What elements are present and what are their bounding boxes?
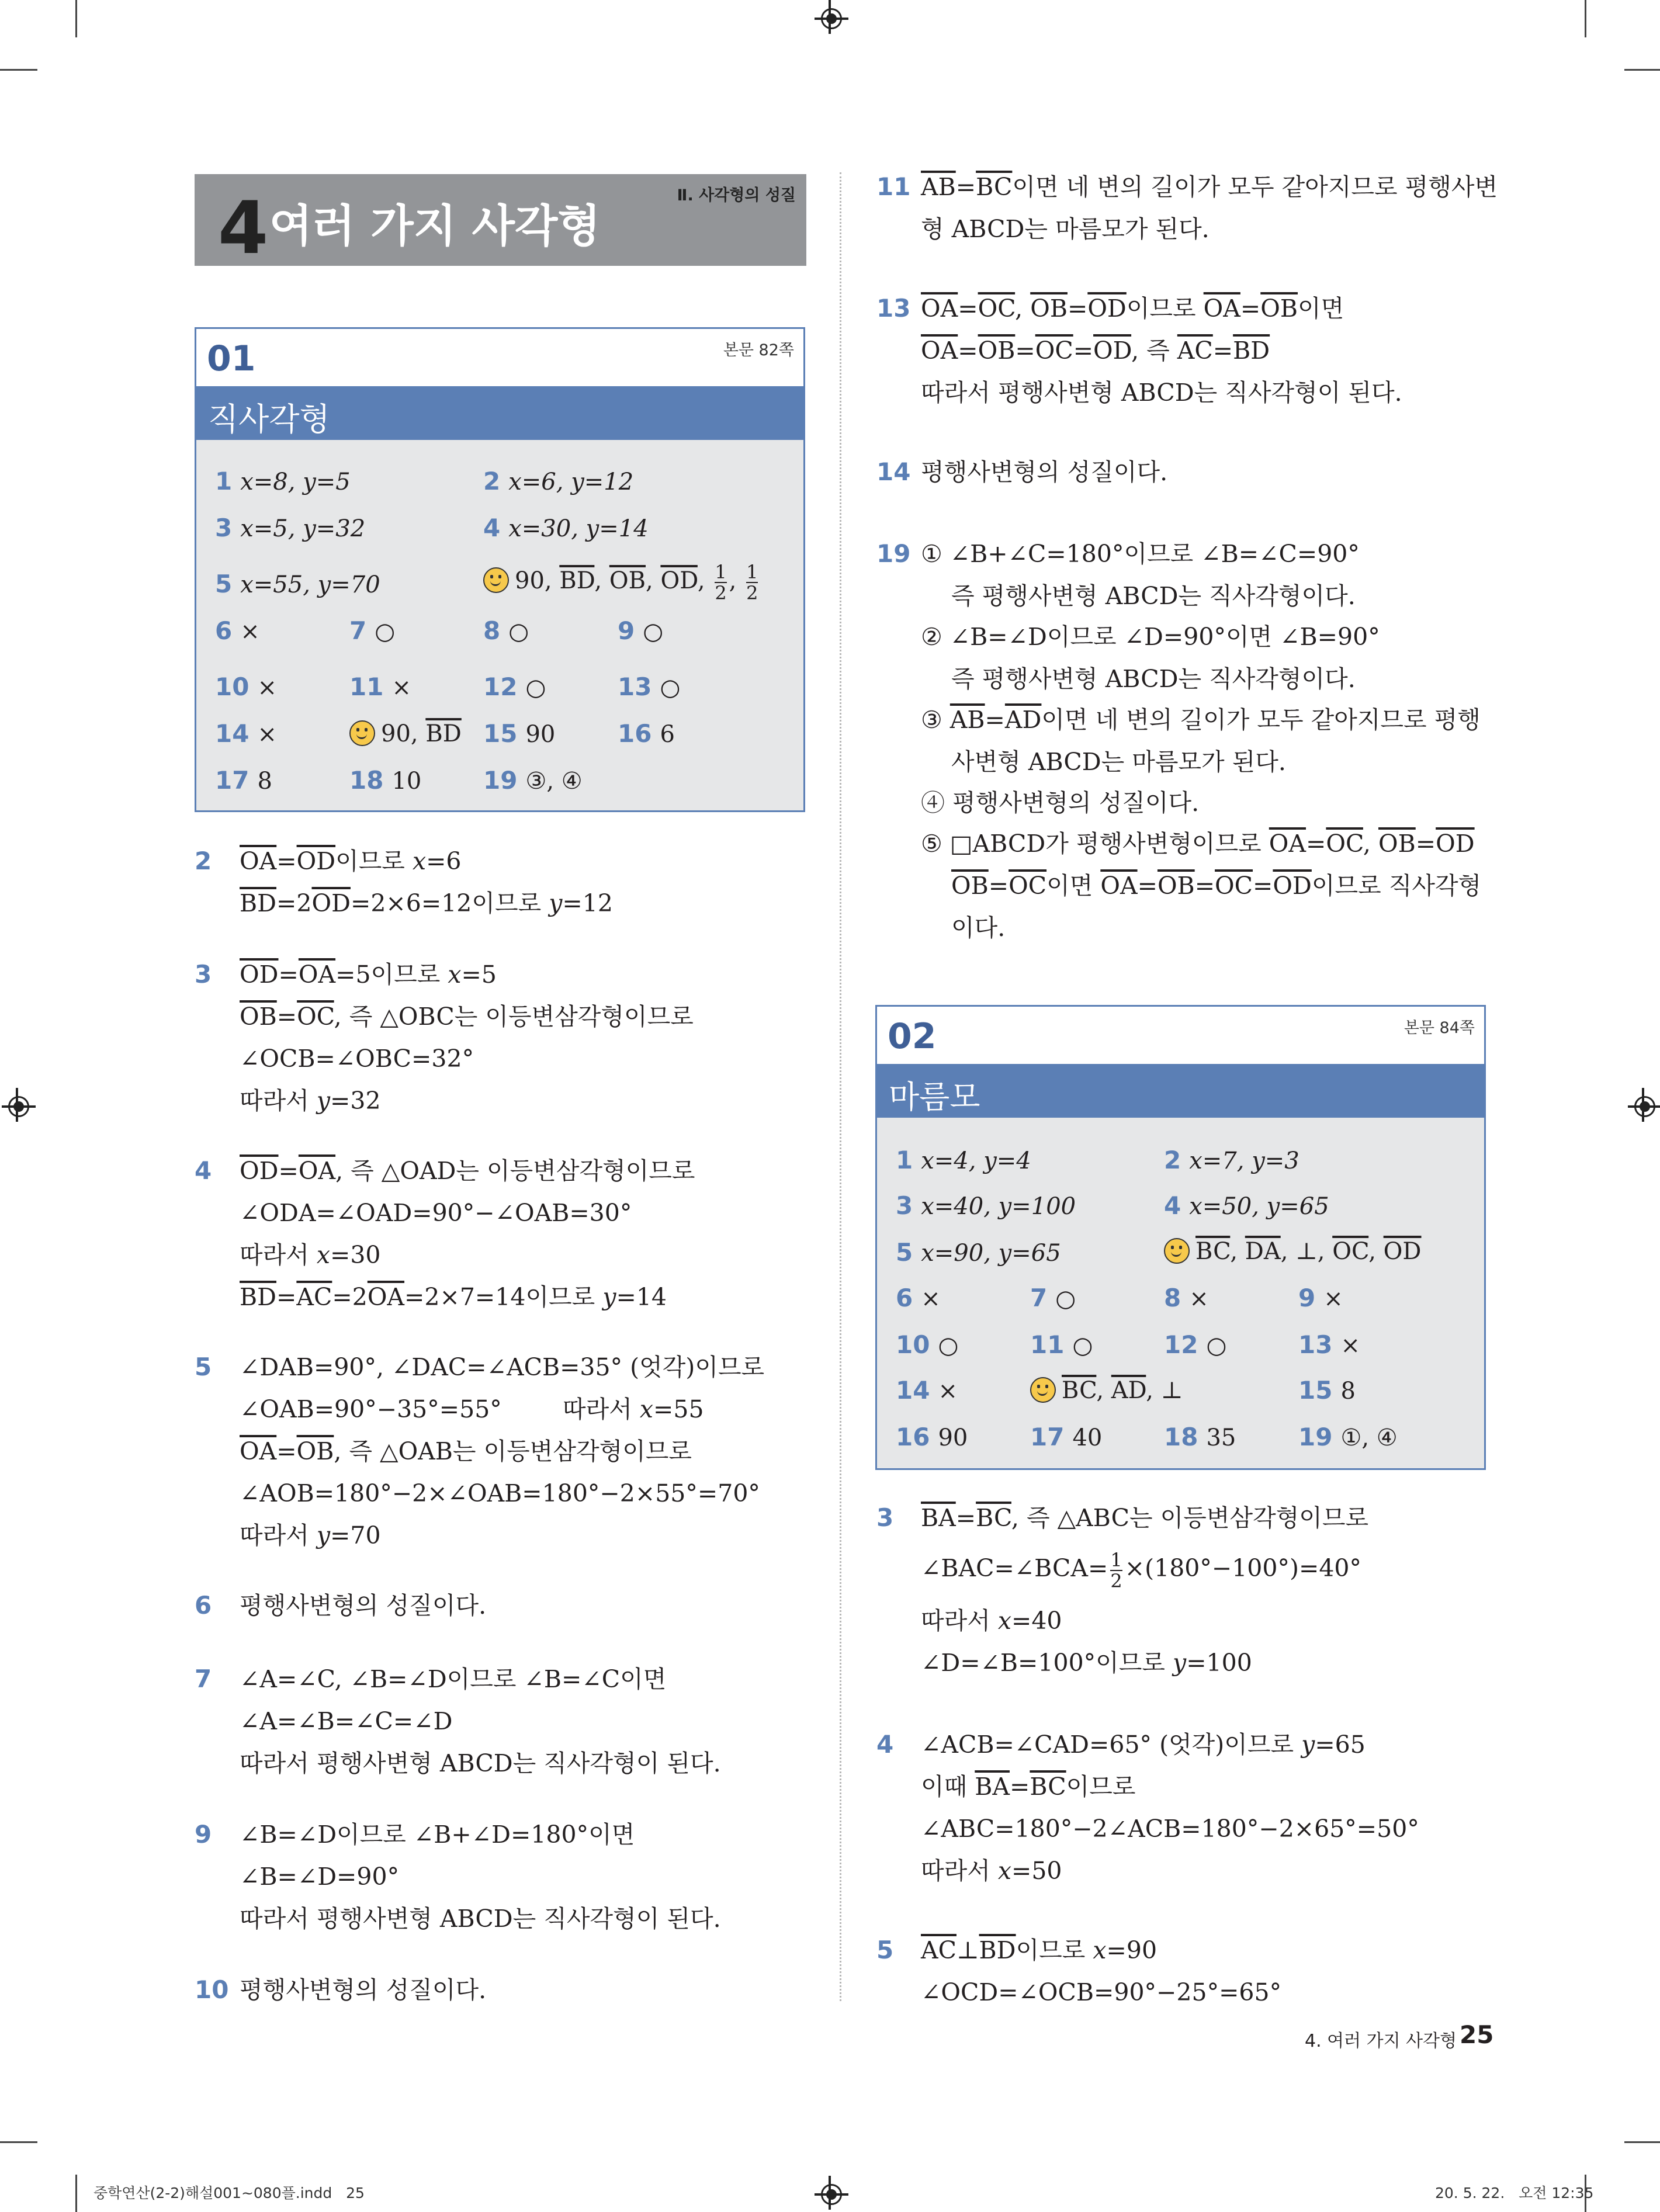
solution-line: ∠B=∠D이므로 ∠B+∠D=180°이면 bbox=[240, 1821, 635, 1849]
solution-line: 따라서 x=50 bbox=[921, 1857, 1062, 1885]
solution-line: 평행사변형의 성질이다. bbox=[240, 1976, 487, 2004]
solution-line: $\overline{OA}=\overline{OD}$이므로 x=6 bbox=[240, 847, 462, 875]
solution-line: $\overline{BD}=2\overline{OD}=2\times 6=12$이므로 y=12 bbox=[240, 889, 613, 917]
answer-item: 13 × bbox=[1298, 1330, 1360, 1359]
crop-mark bbox=[1624, 69, 1660, 71]
crop-mark bbox=[0, 2141, 37, 2143]
solution-line: ∠AOB=180°−2×∠OAB=180°−2×55°=70° bbox=[240, 1479, 760, 1507]
solution-number: 19 bbox=[876, 539, 911, 568]
registration-mark-icon bbox=[1642, 1088, 1644, 1122]
section-number: 01 bbox=[207, 338, 256, 379]
answer-item: 6 × bbox=[215, 616, 260, 645]
solution-line: 따라서 평행사변형 ABCD는 직사각형이 된다. bbox=[240, 1905, 721, 1933]
solution-line: ∠OAB=90°−35°=55° 따라서 x=55 bbox=[240, 1395, 704, 1423]
file-info: 중학연산(2-2)해설001~080플.indd 25 bbox=[93, 2185, 365, 2201]
registration-mark-icon bbox=[829, 0, 831, 34]
answer-item: 18 35 bbox=[1164, 1423, 1236, 1451]
solution-line: $\overline{OB}=\overline{OC}$, 즉 △OBC는 이등변삼각형이므로 bbox=[240, 1003, 694, 1031]
solution-line: $\overline{AB}=\overline{BC}$이면 네 변의 길이가 모두 같아지므로 평행사변 bbox=[921, 173, 1498, 201]
solution-line: 따라서 y=70 bbox=[240, 1521, 381, 1549]
answer-item: 8 × bbox=[1164, 1284, 1209, 1312]
answer-item: 19 ③, ④ bbox=[483, 766, 583, 795]
solution-line: ④ 평행사변형의 성질이다. bbox=[921, 789, 1200, 817]
answer-item: 90, $\overline{BD}$ bbox=[349, 716, 462, 751]
solution-line: ∠ABC=180°−2∠ACB=180°−2×65°=50° bbox=[921, 1815, 1419, 1843]
solution-line: ∠A=∠B=∠C=∠D bbox=[240, 1707, 453, 1735]
answer-item: 5 x=55, y=70 bbox=[215, 570, 380, 598]
section-title: 직사각형 bbox=[208, 401, 330, 438]
answer-item: 90, $\overline{BD}$, $\overline{OB}$, $\overline{OD}$, $\frac{1}{2}$ , $\frac{1}{2}$ bbox=[483, 562, 760, 603]
answer-item: 1 x=4, y=4 bbox=[896, 1146, 1031, 1174]
chapter-number: 4 bbox=[218, 186, 269, 271]
answer-item: 1 x=8, y=5 bbox=[215, 467, 351, 495]
chapter-header bbox=[195, 174, 806, 271]
answer-item: 9 × bbox=[1298, 1284, 1343, 1312]
registration-mark-icon bbox=[16, 1088, 18, 1122]
solution-number: 11 bbox=[876, 172, 911, 201]
solution-line: 평행사변형의 성질이다. bbox=[921, 458, 1168, 486]
answer-item: $\overline{BC}$, $\overline{AD}$, ⊥ bbox=[1030, 1373, 1183, 1408]
section-number: 02 bbox=[888, 1016, 937, 1057]
footer-chapter: 4. 여러 가지 사각형 bbox=[1305, 2031, 1457, 2051]
solution-number: 7 bbox=[195, 1665, 212, 1693]
solution-line: 따라서 x=40 bbox=[921, 1607, 1062, 1635]
answer-item: 13 ○ bbox=[618, 672, 681, 701]
section-header bbox=[196, 329, 803, 386]
solution-line: $\overline{OB}=\overline{OC}$이면 $\overline{OA}=\overline{OB}=\overline{OC}=\overline{OD}$이므로 직사각형 bbox=[951, 872, 1482, 900]
solution-line: ∠DAB=90°, ∠DAC=∠ACB=35° (엇각)이므로 bbox=[240, 1353, 765, 1381]
solution-line: 따라서 평행사변형 ABCD는 직사각형이 된다. bbox=[921, 379, 1402, 407]
answer-item: 17 40 bbox=[1030, 1423, 1103, 1451]
solution-line: 따라서 y=32 bbox=[240, 1087, 381, 1115]
answer-item: 19 ①, ④ bbox=[1298, 1423, 1398, 1451]
solution-number: 13 bbox=[876, 294, 911, 323]
column-divider bbox=[840, 172, 841, 2001]
solution-line: ∠B=∠D=90° bbox=[240, 1863, 400, 1891]
solution-line: ③ $\overline{AB}=\overline{AD}$이면 네 변의 길이가 모두 같아지므로 평행 bbox=[921, 706, 1481, 734]
section-page-ref: 본문 84쪽 bbox=[1403, 1019, 1475, 1037]
solution-line: ∠D=∠B=100°이므로 y=100 bbox=[921, 1649, 1252, 1677]
crop-mark bbox=[1624, 2141, 1660, 2143]
answer-item: 7 ○ bbox=[1030, 1284, 1076, 1312]
answer-item: 16 6 bbox=[618, 719, 675, 748]
crop-mark bbox=[75, 2175, 77, 2212]
solution-number: 4 bbox=[876, 1730, 894, 1759]
solution-line: $\overline{OD}=\overline{OA}=5$이므로 x=5 bbox=[240, 961, 497, 989]
answer-item: 14 × bbox=[215, 719, 277, 748]
solution-line: $\overline{AC}\perp\overline{BD}$이므로 x=90 bbox=[921, 1936, 1158, 1964]
solution-number: 5 bbox=[876, 1936, 894, 1964]
solution-line: $\overline{OA}=\overline{OB}=\overline{OC}=\overline{OD}$, 즉 $\overline{AC}=\overline{BD}$ bbox=[921, 337, 1270, 365]
solution-number: 3 bbox=[876, 1503, 894, 1532]
answer-item: 3 x=5, y=32 bbox=[215, 514, 366, 542]
section-title-bar bbox=[196, 386, 803, 440]
answer-item: 17 8 bbox=[215, 766, 272, 795]
registration-mark-icon bbox=[821, 2184, 842, 2205]
crop-mark bbox=[75, 0, 77, 37]
answer-item: 18 10 bbox=[349, 766, 422, 795]
answer-item: 5 x=90, y=65 bbox=[896, 1238, 1061, 1267]
answer-item: 12 ○ bbox=[1164, 1330, 1227, 1359]
section-title: 마름모 bbox=[889, 1079, 980, 1115]
registration-mark-icon bbox=[821, 8, 842, 29]
answer-item: 15 90 bbox=[483, 719, 556, 748]
solution-line: 사변형 ABCD는 마름모가 된다. bbox=[951, 748, 1286, 776]
crop-mark bbox=[1585, 0, 1586, 37]
answer-item: 10 × bbox=[215, 672, 277, 701]
solution-line: 이다. bbox=[951, 914, 1006, 942]
solution-line: $\overline{OA}=\overline{OC}$, $\overline{OB}=\overline{OD}$이므로 $\overline{OA}=\overline{OB}$이면 bbox=[921, 294, 1344, 323]
answer-item: 8 ○ bbox=[483, 616, 529, 645]
answer-item: 9 ○ bbox=[618, 616, 664, 645]
answer-item: 16 90 bbox=[896, 1423, 968, 1451]
registration-mark-icon bbox=[829, 2176, 831, 2210]
section-page-ref: 본문 82쪽 bbox=[723, 341, 794, 359]
answer-item: 14 × bbox=[896, 1376, 958, 1405]
print-date: 20. 5. 22. 오전 12:35 bbox=[1435, 2185, 1594, 2201]
answer-item: 4 x=50, y=65 bbox=[1164, 1191, 1329, 1220]
solution-line: ∠ACB=∠CAD=65° (엇각)이므로 y=65 bbox=[921, 1731, 1366, 1759]
solution-line: ∠ODA=∠OAD=90°−∠OAB=30° bbox=[240, 1199, 632, 1227]
solution-line: ⑤ □ABCD가 평행사변형이므로 $\overline{OA}=\overline{OC}$, $\overline{OB}=\overline{OD}$ bbox=[921, 830, 1475, 858]
smiley-icon bbox=[349, 720, 375, 746]
solution-number: 5 bbox=[195, 1353, 212, 1381]
solution-number: 9 bbox=[195, 1820, 212, 1849]
answer-item: 15 8 bbox=[1298, 1376, 1356, 1405]
solution-line: 이때 $\overline{BA}=\overline{BC}$이므로 bbox=[921, 1773, 1136, 1801]
solution-line: ① ∠B+∠C=180°이므로 ∠B=∠C=90° bbox=[921, 540, 1360, 568]
answer-item: $\overline{BC}$, $\overline{DA}$, ⊥, $\overline{OC}$, $\overline{OD}$ bbox=[1164, 1234, 1422, 1269]
chapter-title: 여러 가지 사각형 bbox=[269, 200, 601, 252]
solution-line: 평행사변형의 성질이다. bbox=[240, 1592, 487, 1620]
solution-line: 즉 평행사변형 ABCD는 직사각형이다. bbox=[951, 582, 1356, 610]
solution-line: 따라서 평행사변형 ABCD는 직사각형이 된다. bbox=[240, 1749, 721, 1777]
answer-item: 2 x=6, y=12 bbox=[483, 467, 634, 495]
solution-line: $\overline{BD}=\overline{AC}=2\overline{OA}=2\times 7=14$이므로 y=14 bbox=[240, 1283, 667, 1311]
answer-item: 10 ○ bbox=[896, 1330, 959, 1359]
answer-item: 3 x=40, y=100 bbox=[896, 1191, 1076, 1220]
solution-line: ∠A=∠C, ∠B=∠D이므로 ∠B=∠C이면 bbox=[240, 1665, 667, 1693]
solution-line: ∠OCB=∠OBC=32° bbox=[240, 1045, 474, 1073]
answer-item: 4 x=30, y=14 bbox=[483, 514, 649, 542]
unit-tag: Ⅱ. 사각형의 성질 bbox=[677, 186, 796, 204]
solution-line: $\overline{BA}=\overline{BC}$, 즉 △ABC는 이등변삼각형이므로 bbox=[921, 1504, 1369, 1532]
answer-item: 11 ○ bbox=[1030, 1330, 1093, 1359]
solution-number: 10 bbox=[195, 1975, 229, 2004]
solution-line: $\overline{OD}=\overline{OA}$, 즉 △OAD는 이등변삼각형이므로 bbox=[240, 1157, 695, 1185]
solution-line: ② ∠B=∠D이므로 ∠D=90°이면 ∠B=90° bbox=[921, 623, 1380, 651]
answer-item: 6 × bbox=[896, 1284, 941, 1312]
solution-line: ∠BAC=∠BCA= $\frac{1}{2}$ ×(180°−100°)=40° bbox=[921, 1548, 1362, 1592]
solution-number: 3 bbox=[195, 960, 212, 989]
answer-item: 11 × bbox=[349, 672, 411, 701]
smiley-icon bbox=[1030, 1377, 1056, 1403]
solution-number: 14 bbox=[876, 457, 911, 486]
answer-item: 2 x=7, y=3 bbox=[1164, 1146, 1299, 1174]
crop-mark bbox=[0, 69, 37, 71]
page-number: 25 bbox=[1460, 2020, 1494, 2049]
answer-item: 12 ○ bbox=[483, 672, 546, 701]
registration-mark-icon bbox=[1634, 1096, 1655, 1117]
solution-line: $\overline{OA}=\overline{OB}$, 즉 △OAB는 이등변삼각형이므로 bbox=[240, 1437, 692, 1465]
smiley-icon bbox=[483, 567, 509, 593]
section-title-bar bbox=[877, 1064, 1484, 1118]
section-header bbox=[877, 1007, 1484, 1064]
solution-line: ∠OCD=∠OCB=90°−25°=65° bbox=[921, 1978, 1282, 2006]
solution-number: 6 bbox=[195, 1591, 212, 1620]
solution-number: 2 bbox=[195, 847, 212, 875]
solution-number: 4 bbox=[195, 1156, 212, 1185]
smiley-icon bbox=[1164, 1238, 1190, 1264]
answer-item: 7 ○ bbox=[349, 616, 396, 645]
solution-line: 형 ABCD는 마름모가 된다. bbox=[921, 215, 1210, 243]
registration-mark-icon bbox=[8, 1096, 29, 1117]
solution-line: 즉 평행사변형 ABCD는 직사각형이다. bbox=[951, 665, 1356, 693]
solution-line: 따라서 x=30 bbox=[240, 1241, 381, 1269]
